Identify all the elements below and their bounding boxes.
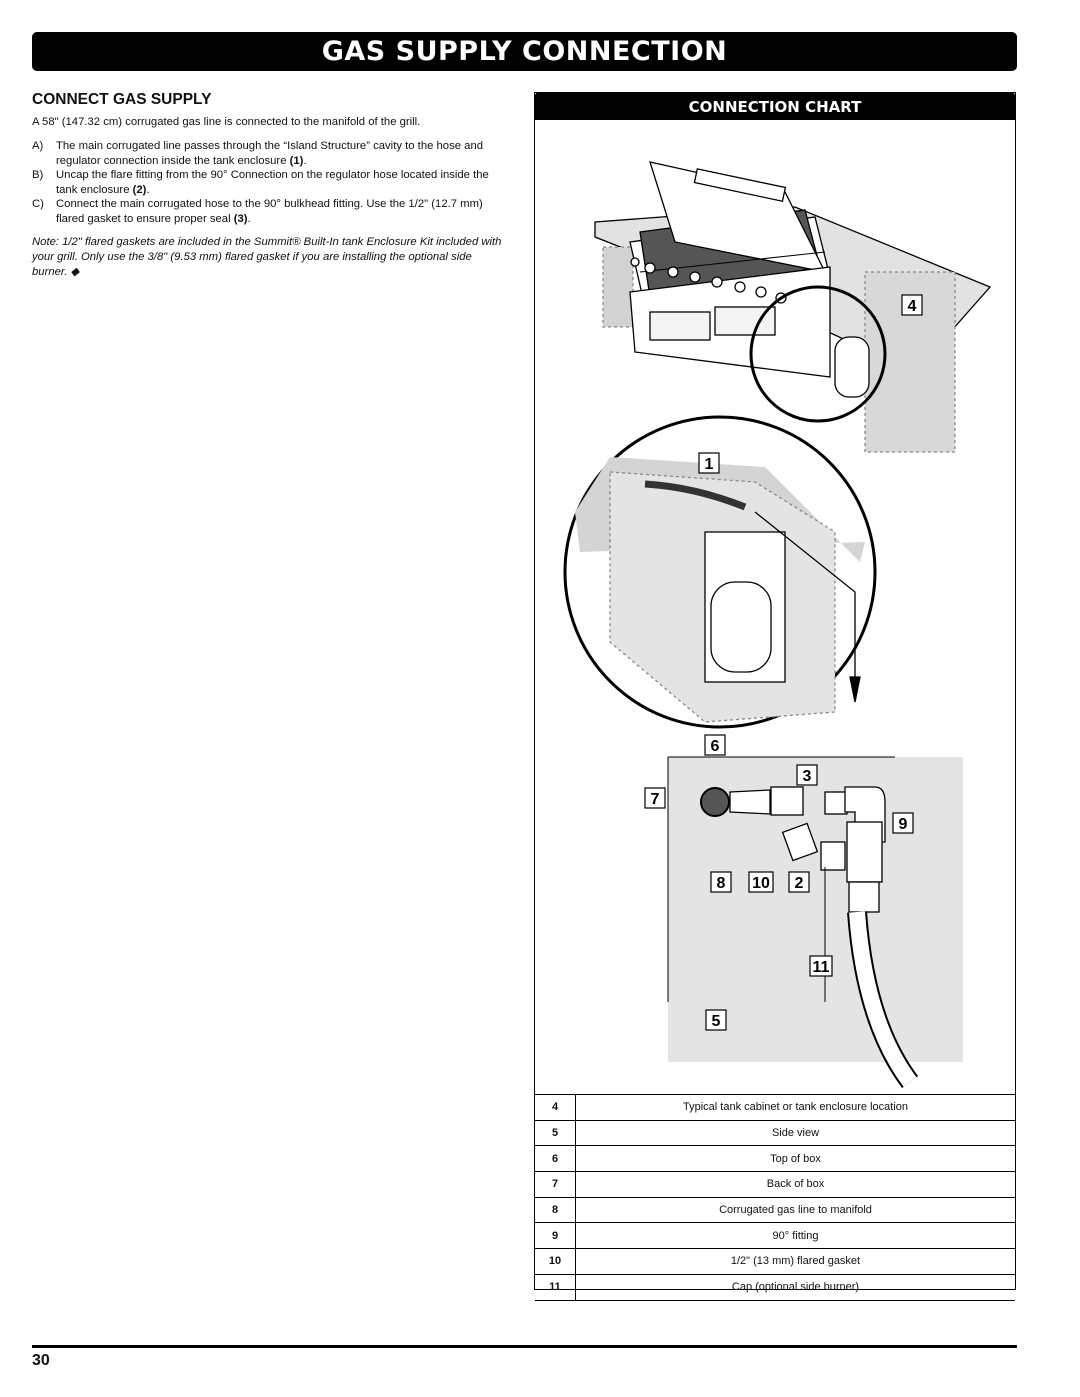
svg-text:2: 2 bbox=[794, 875, 804, 892]
callout-1 bbox=[699, 453, 719, 473]
callout-2 bbox=[789, 872, 809, 892]
svg-text:1: 1 bbox=[704, 456, 714, 473]
svg-text:6: 6 bbox=[710, 738, 720, 755]
table-row: 11 Cap (optional side burner) bbox=[535, 1274, 1015, 1300]
table-row: 9 90° fitting bbox=[535, 1223, 1015, 1249]
callout-4 bbox=[902, 295, 922, 315]
svg-text:10: 10 bbox=[752, 875, 770, 892]
step-c bbox=[32, 197, 510, 226]
svg-text:8: 8 bbox=[716, 875, 726, 892]
table-row: 5 Side view bbox=[535, 1120, 1015, 1146]
svg-text:4: 4 bbox=[907, 298, 917, 315]
connection-chart-heading: CONNECTION CHART bbox=[534, 92, 1016, 120]
section-heading: CONNECT GAS SUPPLY bbox=[32, 91, 212, 108]
step-letter: A) bbox=[32, 140, 44, 152]
svg-text:9: 9 bbox=[898, 816, 908, 833]
footer-rule bbox=[32, 1345, 1017, 1348]
callout-9 bbox=[893, 813, 913, 833]
intro-paragraph: A 58" (147.32 cm) corrugated gas line is connected to the manifold of the grill. bbox=[32, 116, 421, 128]
step-b bbox=[32, 168, 510, 197]
table-row: 8 Corrugated gas line to manifold bbox=[535, 1197, 1015, 1223]
callout-8 bbox=[711, 872, 731, 892]
step-text: Connect the main corrugated hose to the 90° bulkhead fitting. Use the 1/2" (12.7 mm) flared gasket to ensure proper seal (3). bbox=[56, 198, 483, 225]
table-row: 4 Typical tank cabinet or tank enclosure location bbox=[535, 1095, 1015, 1121]
note-paragraph: Note: 1/2" flared gaskets are included in the Summit® Built-In tank Enclosure Kit included with your grill. Only use the 3/8" (9.53 mm) flared gasket if you are installing the optional side burner. ◆ bbox=[32, 236, 502, 278]
grill-island-drawing bbox=[595, 162, 990, 452]
svg-text:3: 3 bbox=[802, 768, 812, 785]
connection-illustration bbox=[535, 122, 1015, 1092]
step-letter: B) bbox=[32, 169, 44, 182]
callout-5 bbox=[706, 1010, 726, 1030]
step-letter: C) bbox=[32, 198, 44, 211]
side-view-drawing bbox=[668, 757, 963, 1082]
svg-text:11: 11 bbox=[812, 959, 830, 976]
steps-list bbox=[32, 139, 510, 227]
table-row: 6 Top of box bbox=[535, 1146, 1015, 1172]
callout-7 bbox=[645, 788, 665, 808]
page-banner: GAS SUPPLY CONNECTION bbox=[32, 32, 1017, 71]
step-text: Uncap the flare fitting from the 90° Connection on the regulator hose located inside the tank enclosure (2). bbox=[56, 169, 489, 196]
table-row: 10 1/2" (13 mm) flared gasket bbox=[535, 1249, 1015, 1275]
callout-6 bbox=[705, 735, 725, 755]
legend-table bbox=[535, 1094, 1015, 1301]
enclosure-detail-drawing bbox=[565, 417, 875, 727]
callout-11 bbox=[810, 956, 832, 976]
svg-text:5: 5 bbox=[711, 1013, 721, 1030]
table-row: 7 Back of box bbox=[535, 1172, 1015, 1198]
svg-text:7: 7 bbox=[650, 791, 660, 808]
step-a bbox=[32, 139, 510, 168]
callout-3 bbox=[797, 765, 817, 785]
page-number: 30 bbox=[32, 1352, 50, 1369]
callout-10 bbox=[749, 872, 773, 892]
step-text: The main corrugated line passes through the “Island Structure” cavity to the hose and regulator connection inside the tank enclosure (1). bbox=[56, 140, 484, 167]
